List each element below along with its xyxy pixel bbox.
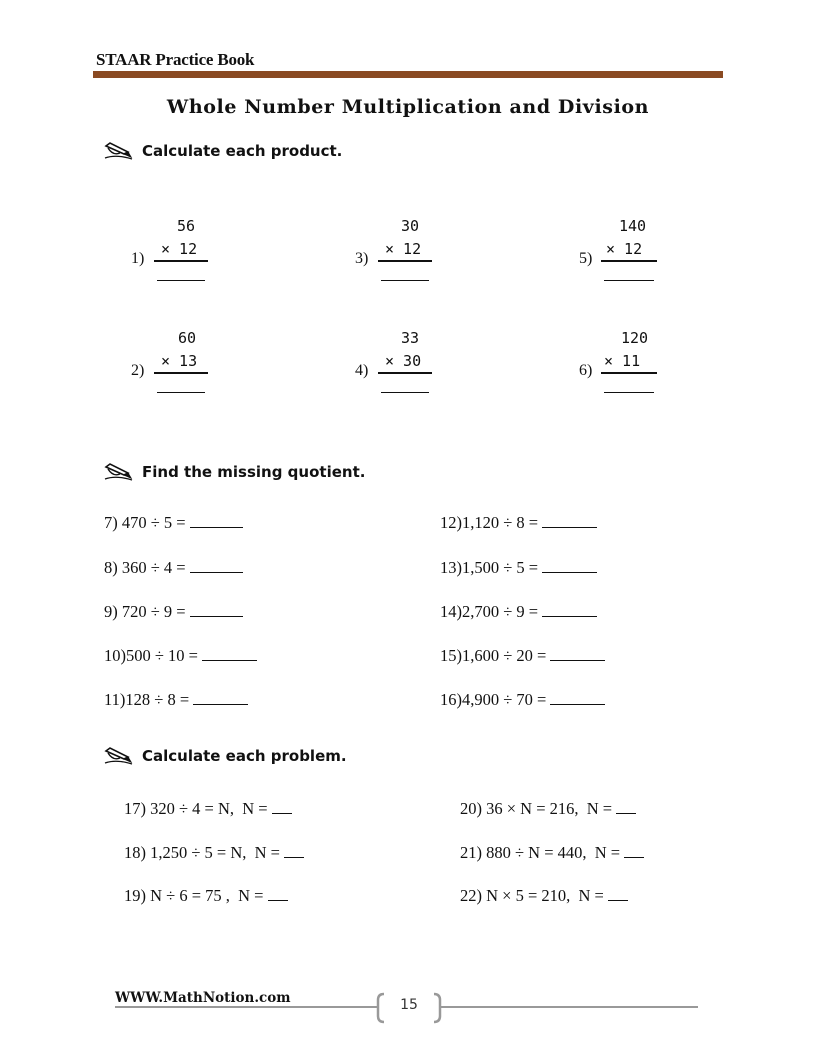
section-problem-instruction: Calculate each problem. (142, 747, 347, 765)
page-number: 15 (400, 997, 418, 1013)
answer-line[interactable] (157, 280, 205, 281)
product-bottom: × 12 (606, 240, 643, 258)
product-label: 1) (131, 250, 145, 267)
answer-blank[interactable] (616, 812, 636, 814)
problem-item (124, 799, 292, 819)
answer-blank[interactable] (542, 526, 597, 528)
problem-item (460, 886, 628, 906)
product-top: 60 (178, 329, 197, 347)
footer-website[interactable]: WWW.MathNotion.com (115, 990, 291, 1006)
answer-blank[interactable] (268, 899, 288, 901)
answer-blank[interactable] (202, 659, 257, 661)
answer-blank[interactable] (284, 856, 304, 858)
section-problem-heading (104, 745, 134, 770)
answer-blank[interactable] (193, 703, 248, 705)
quotient-item (440, 558, 597, 578)
header-rule (93, 71, 723, 78)
quotient-item (104, 558, 243, 578)
product-rule (154, 260, 208, 262)
product-rule (378, 372, 432, 374)
problem-text: 20) 36 × N = 216, N = (460, 799, 617, 818)
quotient-text: 7) 470 ÷ 5 = (104, 513, 190, 532)
product-top: 120 (621, 329, 649, 347)
pencil-icon (104, 745, 134, 765)
problem-item (124, 843, 304, 863)
answer-blank[interactable] (190, 571, 243, 573)
quotient-text: 9) 720 ÷ 9 = (104, 602, 190, 621)
problem-text: 17) 320 ÷ 4 = N, N = (124, 799, 272, 818)
quotient-item (440, 513, 597, 533)
quotient-item (104, 690, 248, 710)
quotient-item (104, 513, 243, 533)
answer-blank[interactable] (272, 812, 292, 814)
answer-blank[interactable] (550, 703, 605, 705)
problem-item (460, 843, 644, 863)
answer-blank[interactable] (542, 615, 597, 617)
answer-line[interactable] (604, 392, 654, 393)
answer-line[interactable] (604, 280, 654, 281)
answer-blank[interactable] (190, 526, 243, 528)
product-top: 33 (401, 329, 420, 347)
quotient-item (440, 690, 605, 710)
quotient-text: 15)1,600 ÷ 20 = (440, 646, 551, 665)
problem-text: 19) N ÷ 6 = 75 , N = (124, 886, 268, 905)
quotient-text: 10)500 ÷ 10 = (104, 646, 203, 665)
section-quotient-heading (104, 461, 134, 486)
product-label: 5) (579, 250, 593, 267)
page-title: Whole Number Multiplication and Division (166, 96, 650, 118)
product-rule (601, 372, 657, 374)
problem-text: 18) 1,250 ÷ 5 = N, N = (124, 843, 285, 862)
quotient-text: 12)1,120 ÷ 8 = (440, 513, 543, 532)
pencil-icon (104, 140, 134, 160)
product-bottom: × 12 (385, 240, 422, 258)
product-rule (378, 260, 432, 262)
problem-text: 22) N × 5 = 210, N = (460, 886, 608, 905)
product-label: 4) (355, 362, 369, 379)
product-top: 30 (401, 217, 420, 235)
quotient-text: 16)4,900 ÷ 70 = (440, 690, 551, 709)
answer-blank[interactable] (608, 899, 628, 901)
product-label: 2) (131, 362, 145, 379)
quotient-text: 11)128 ÷ 8 = (104, 690, 194, 709)
footer-rule-left (115, 1006, 377, 1008)
pencil-icon (104, 461, 134, 481)
product-top: 140 (619, 217, 647, 235)
product-label: 6) (579, 362, 593, 379)
product-bottom: × 30 (385, 352, 422, 370)
quotient-text: 8) 360 ÷ 4 = (104, 558, 190, 577)
answer-blank[interactable] (550, 659, 605, 661)
product-bottom: × 12 (161, 240, 198, 258)
problem-text: 21) 880 ÷ N = 440, N = (460, 843, 625, 862)
answer-line[interactable] (381, 280, 429, 281)
product-bottom: × 11 (604, 352, 641, 370)
product-rule (601, 260, 657, 262)
product-bottom: × 13 (161, 352, 198, 370)
answer-blank[interactable] (624, 856, 644, 858)
book-title: STAAR Practice Book (96, 50, 255, 69)
quotient-item (104, 646, 257, 666)
answer-line[interactable] (381, 392, 429, 393)
quotient-text: 14)2,700 ÷ 9 = (440, 602, 543, 621)
answer-blank[interactable] (190, 615, 243, 617)
quotient-text: 13)1,500 ÷ 5 = (440, 558, 543, 577)
product-rule (154, 372, 208, 374)
problem-item (460, 799, 636, 819)
problem-item (124, 886, 288, 906)
section-quotient-instruction: Find the missing quotient. (142, 463, 366, 481)
section-product-instruction: Calculate each product. (142, 142, 343, 160)
quotient-item (104, 602, 243, 622)
quotient-item (440, 646, 605, 666)
answer-line[interactable] (157, 392, 205, 393)
section-product-heading (104, 140, 134, 165)
product-top: 56 (177, 217, 196, 235)
answer-blank[interactable] (542, 571, 597, 573)
footer-rule-right (440, 1006, 698, 1008)
quotient-item (440, 602, 597, 622)
product-label: 3) (355, 250, 369, 267)
